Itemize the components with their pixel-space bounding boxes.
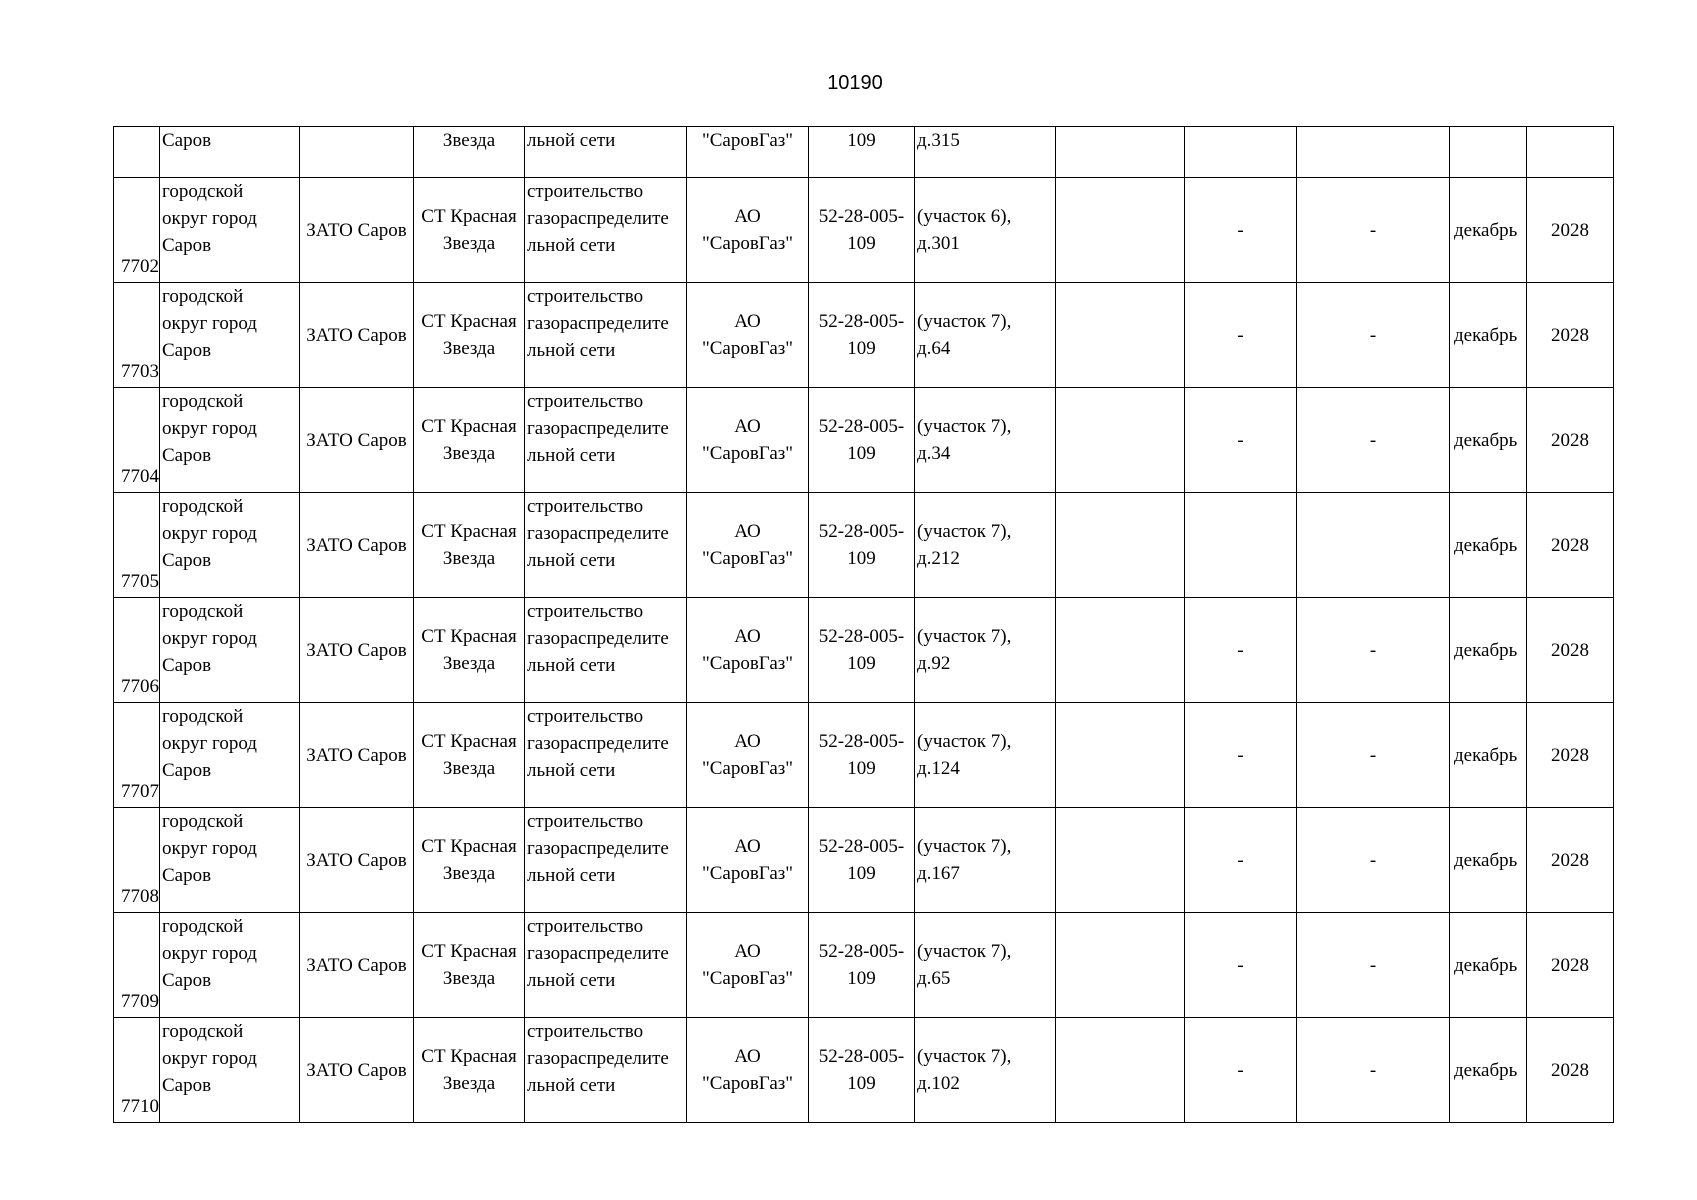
locality-cell: СТ Красная Звезда (414, 283, 525, 388)
locality-cell: СТ Красная Звезда (414, 388, 525, 493)
locality-cell: СТ Красная Звезда (414, 808, 525, 913)
cadastral-cell: 52-28-005- 109 (809, 493, 915, 598)
table-row (114, 127, 1614, 178)
cadastral-cell: 52-28-005- 109 (809, 913, 915, 1018)
empty-cell (1056, 127, 1185, 178)
district-cell: ЗАТО Саров (300, 913, 414, 1018)
row-number (114, 127, 160, 178)
municipality-cell: городской округ город Саров (160, 178, 300, 283)
row-number: 7706 (114, 598, 160, 703)
activity-cell: строительство газораспределите льной сети (525, 1018, 687, 1123)
district-cell: ЗАТО Саров (300, 808, 414, 913)
table-row (114, 913, 1614, 1018)
address-cell: (участок 7), д.212 (915, 493, 1056, 598)
organization-cell: АО "СаровГаз" (687, 703, 809, 808)
empty-cell (1056, 388, 1185, 493)
table-row (114, 178, 1614, 283)
activity-cell: льной сети (525, 127, 687, 178)
table-row (114, 283, 1614, 388)
address-cell: (участок 7), д.34 (915, 388, 1056, 493)
district-cell: ЗАТО Саров (300, 493, 414, 598)
empty-cell (1056, 1018, 1185, 1123)
month-cell: декабрь (1450, 283, 1527, 388)
row-number: 7709 (114, 913, 160, 1018)
address-cell: (участок 7), д.92 (915, 598, 1056, 703)
organization-cell: "СаровГаз" (687, 127, 809, 178)
district-cell: ЗАТО Саров (300, 1018, 414, 1123)
page-number: 10190 (827, 72, 883, 94)
month-cell: декабрь (1450, 808, 1527, 913)
organization-cell: АО "СаровГаз" (687, 493, 809, 598)
year-cell: 2028 (1527, 283, 1614, 388)
locality-cell: СТ Красная Звезда (414, 493, 525, 598)
organization-cell: АО "СаровГаз" (687, 913, 809, 1018)
table-row (114, 493, 1614, 598)
locality-cell: СТ Красная Звезда (414, 913, 525, 1018)
year-cell: 2028 (1527, 913, 1614, 1018)
empty-cell (1056, 493, 1185, 598)
table-row (114, 1018, 1614, 1123)
address-cell: (участок 7), д.102 (915, 1018, 1056, 1123)
activity-cell: строительство газораспределите льной сети (525, 913, 687, 1018)
municipality-cell: Саров (160, 127, 300, 178)
month-cell: декабрь (1450, 598, 1527, 703)
municipality-cell: городской округ город Саров (160, 598, 300, 703)
month-cell: декабрь (1450, 178, 1527, 283)
locality-cell: СТ Красная Звезда (414, 598, 525, 703)
year-cell: 2028 (1527, 1018, 1614, 1123)
cadastral-cell: 109 (809, 127, 915, 178)
month-cell: декабрь (1450, 388, 1527, 493)
dash-cell (1185, 493, 1297, 598)
organization-cell: АО "СаровГаз" (687, 808, 809, 913)
district-cell: ЗАТО Саров (300, 283, 414, 388)
year-cell: 2028 (1527, 703, 1614, 808)
dash-cell: - (1185, 178, 1297, 283)
activity-cell: строительство газораспределите льной сети (525, 283, 687, 388)
district-cell: ЗАТО Саров (300, 178, 414, 283)
year-cell: 2028 (1527, 808, 1614, 913)
dash-cell: - (1185, 283, 1297, 388)
dash-cell: - (1297, 598, 1450, 703)
table-row (114, 703, 1614, 808)
dash-cell: - (1185, 703, 1297, 808)
table-row (114, 598, 1614, 703)
dash-cell: - (1185, 388, 1297, 493)
month-cell: декабрь (1450, 1018, 1527, 1123)
cadastral-cell: 52-28-005- 109 (809, 808, 915, 913)
activity-cell: строительство газораспределите льной сети (525, 598, 687, 703)
municipality-cell: городской округ город Саров (160, 1018, 300, 1123)
municipality-cell: городской округ город Саров (160, 808, 300, 913)
dash-cell: - (1185, 598, 1297, 703)
activity-cell: строительство газораспределите льной сети (525, 493, 687, 598)
table-row (114, 808, 1614, 913)
cadastral-cell: 52-28-005- 109 (809, 388, 915, 493)
district-cell (300, 127, 414, 178)
dash-cell: - (1297, 1018, 1450, 1123)
cadastral-cell: 52-28-005- 109 (809, 283, 915, 388)
cadastral-cell: 52-28-005- 109 (809, 1018, 915, 1123)
cadastral-cell: 52-28-005- 109 (809, 598, 915, 703)
row-number: 7704 (114, 388, 160, 493)
month-cell: декабрь (1450, 703, 1527, 808)
year-cell: 2028 (1527, 178, 1614, 283)
row-number: 7705 (114, 493, 160, 598)
municipality-cell: городской округ город Саров (160, 913, 300, 1018)
dash-cell: - (1297, 388, 1450, 493)
address-cell: (участок 7), д.124 (915, 703, 1056, 808)
row-number: 7703 (114, 283, 160, 388)
cadastral-cell: 52-28-005- 109 (809, 703, 915, 808)
locality-cell: СТ Красная Звезда (414, 703, 525, 808)
cadastral-cell: 52-28-005- 109 (809, 178, 915, 283)
locality-cell: СТ Красная Звезда (414, 1018, 525, 1123)
row-number: 7707 (114, 703, 160, 808)
municipality-cell: городской округ город Саров (160, 493, 300, 598)
organization-cell: АО "СаровГаз" (687, 388, 809, 493)
municipality-cell: городской округ город Саров (160, 283, 300, 388)
dash-cell: - (1297, 178, 1450, 283)
district-cell: ЗАТО Саров (300, 388, 414, 493)
dash-cell: - (1185, 808, 1297, 913)
month-cell: декабрь (1450, 493, 1527, 598)
dash-cell: - (1297, 913, 1450, 1018)
dash-cell (1297, 493, 1450, 598)
district-cell: ЗАТО Саров (300, 598, 414, 703)
year-cell: 2028 (1527, 493, 1614, 598)
municipality-cell: городской округ город Саров (160, 388, 300, 493)
address-cell: (участок 7), д.65 (915, 913, 1056, 1018)
activity-cell: строительство газораспределите льной сети (525, 808, 687, 913)
municipality-cell: городской округ город Саров (160, 703, 300, 808)
activity-cell: строительство газораспределите льной сети (525, 703, 687, 808)
organization-cell: АО "СаровГаз" (687, 1018, 809, 1123)
year-cell: 2028 (1527, 598, 1614, 703)
row-number: 7702 (114, 178, 160, 283)
table-row (114, 388, 1614, 493)
empty-cell (1056, 703, 1185, 808)
dash-cell: - (1185, 913, 1297, 1018)
organization-cell: АО "СаровГаз" (687, 598, 809, 703)
locality-cell: СТ Красная Звезда (414, 178, 525, 283)
dash-cell: - (1297, 703, 1450, 808)
row-number: 7710 (114, 1018, 160, 1123)
dash-cell (1185, 127, 1297, 178)
address-cell: (участок 7), д.167 (915, 808, 1056, 913)
dash-cell (1297, 127, 1450, 178)
dash-cell: - (1297, 283, 1450, 388)
dash-cell: - (1297, 808, 1450, 913)
empty-cell (1056, 598, 1185, 703)
month-cell (1450, 127, 1527, 178)
empty-cell (1056, 808, 1185, 913)
organization-cell: АО "СаровГаз" (687, 283, 809, 388)
empty-cell (1056, 178, 1185, 283)
address-cell: (участок 7), д.64 (915, 283, 1056, 388)
locality-cell: Звезда (414, 127, 525, 178)
empty-cell (1056, 283, 1185, 388)
dash-cell: - (1185, 1018, 1297, 1123)
address-cell: (участок 6), д.301 (915, 178, 1056, 283)
activity-cell: строительство газораспределите льной сети (525, 178, 687, 283)
empty-cell (1056, 913, 1185, 1018)
row-number: 7708 (114, 808, 160, 913)
activity-cell: строительство газораспределите льной сети (525, 388, 687, 493)
month-cell: декабрь (1450, 913, 1527, 1018)
records-table (113, 126, 1614, 1123)
year-cell: 2028 (1527, 388, 1614, 493)
district-cell: ЗАТО Саров (300, 703, 414, 808)
year-cell (1527, 127, 1614, 178)
organization-cell: АО "СаровГаз" (687, 178, 809, 283)
address-cell: д.315 (915, 127, 1056, 178)
